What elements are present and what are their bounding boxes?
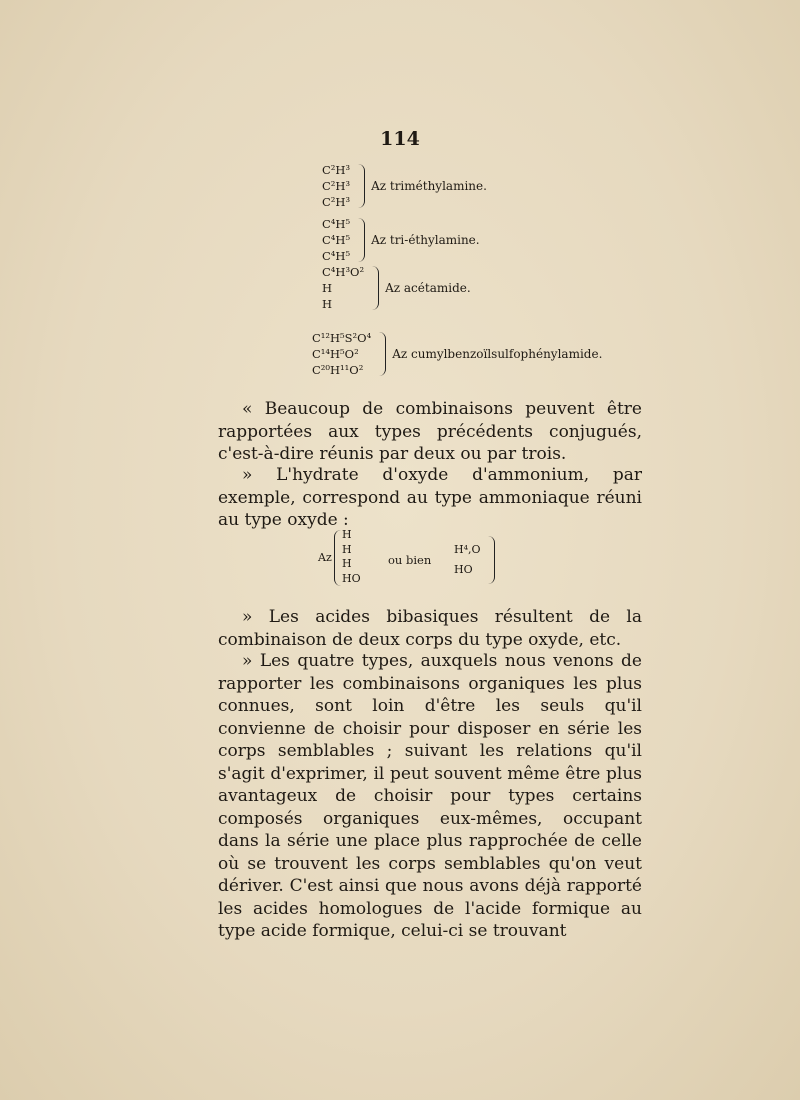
ammonium-formula [318, 524, 518, 590]
paragraph-conjugated-types [218, 398, 642, 466]
formula-line: H [342, 528, 352, 541]
paragraph-text: » L'hydrate d'oxyde d'ammonium, par exemple, correspond au type ammoniaque réuni au type oxyde : [218, 465, 642, 530]
paragraph-ammonium-hydrate [218, 464, 642, 532]
left-brace-icon [334, 530, 341, 586]
formula-line: C²⁰H¹¹O² [312, 363, 364, 377]
brace-icon [379, 332, 386, 376]
compound-name: Az tri-éthylamine. [371, 233, 480, 247]
paragraph-text: » Les quatre types, auxquels nous venons de rapporter les combinaisons organiques les plus connues, sont loin d'être les seuls qu'il convienne de choisir pour disposer en série les corps semblables ; suivant les relations qu'il s'agit d'exprimer, il peut souvent même être plus avantageux de choisir pour types certains composés organiques eux-mêmes, occupant dans la série une place plus rapprochée de celle où se trouvent les corps semblables qu'on veut dériver. C'est ainsi que nous avons déjà rapporté les acides homologues de l'acide formique au type acide formique, celui-ci se trouvant [218, 651, 642, 941]
page-number: 114 [380, 128, 420, 150]
formula-line: C⁴H⁵ [322, 233, 351, 247]
left-formula-stack [342, 528, 361, 586]
formula-line: C²H³ [322, 179, 351, 193]
formula-line: H [322, 281, 333, 295]
compound-name: Az acétamide. [385, 281, 471, 295]
formula-line: C²H³ [322, 163, 351, 177]
formula-line: H⁴,O [454, 543, 481, 556]
formula-triethylamine [322, 216, 480, 264]
brace-icon [372, 266, 379, 310]
or-text: ou bien [388, 553, 432, 567]
formula-line: HO [454, 563, 473, 576]
compound-name: Az cumylbenzoïlsulfophénylamide. [392, 347, 603, 361]
paragraph-text: » Les acides bibasiques résultent de la combinaison de deux corps du type oxyde, etc. [218, 607, 642, 650]
formula-acetamide [322, 264, 471, 312]
formula-cumylbenzoilsulfophenylamide [312, 330, 602, 378]
formula-line: H [342, 542, 352, 556]
formula-line: C⁴H³O² [322, 265, 365, 279]
paragraph-bibasic-acids [218, 606, 642, 651]
formula-line: C¹²H⁵S²O⁴ [312, 331, 372, 345]
paragraph-four-types [218, 650, 642, 943]
formula-line: C²H³ [322, 195, 351, 209]
azote-symbol: Az [318, 551, 332, 564]
formula-line: C⁴H⁵ [322, 249, 351, 263]
compound-name: Az triméthylamine. [371, 179, 487, 193]
formula-trimethylamine [322, 162, 487, 210]
paragraph-text: « Beaucoup de combinaisons peuvent être rapportées aux types précédents conjugués, c'est-à-dire réunis par deux ou par trois. [218, 399, 642, 464]
right-brace-icon [488, 536, 495, 584]
formula-line: HO [342, 571, 361, 585]
formula-line: C¹⁴H⁵O² [312, 347, 359, 361]
formula-line: H [322, 297, 333, 311]
right-formula-stack [454, 540, 481, 580]
brace-icon [358, 218, 365, 262]
brace-icon [358, 164, 365, 208]
formula-line: H [342, 557, 352, 570]
formula-line: C⁴H⁵ [322, 217, 351, 231]
